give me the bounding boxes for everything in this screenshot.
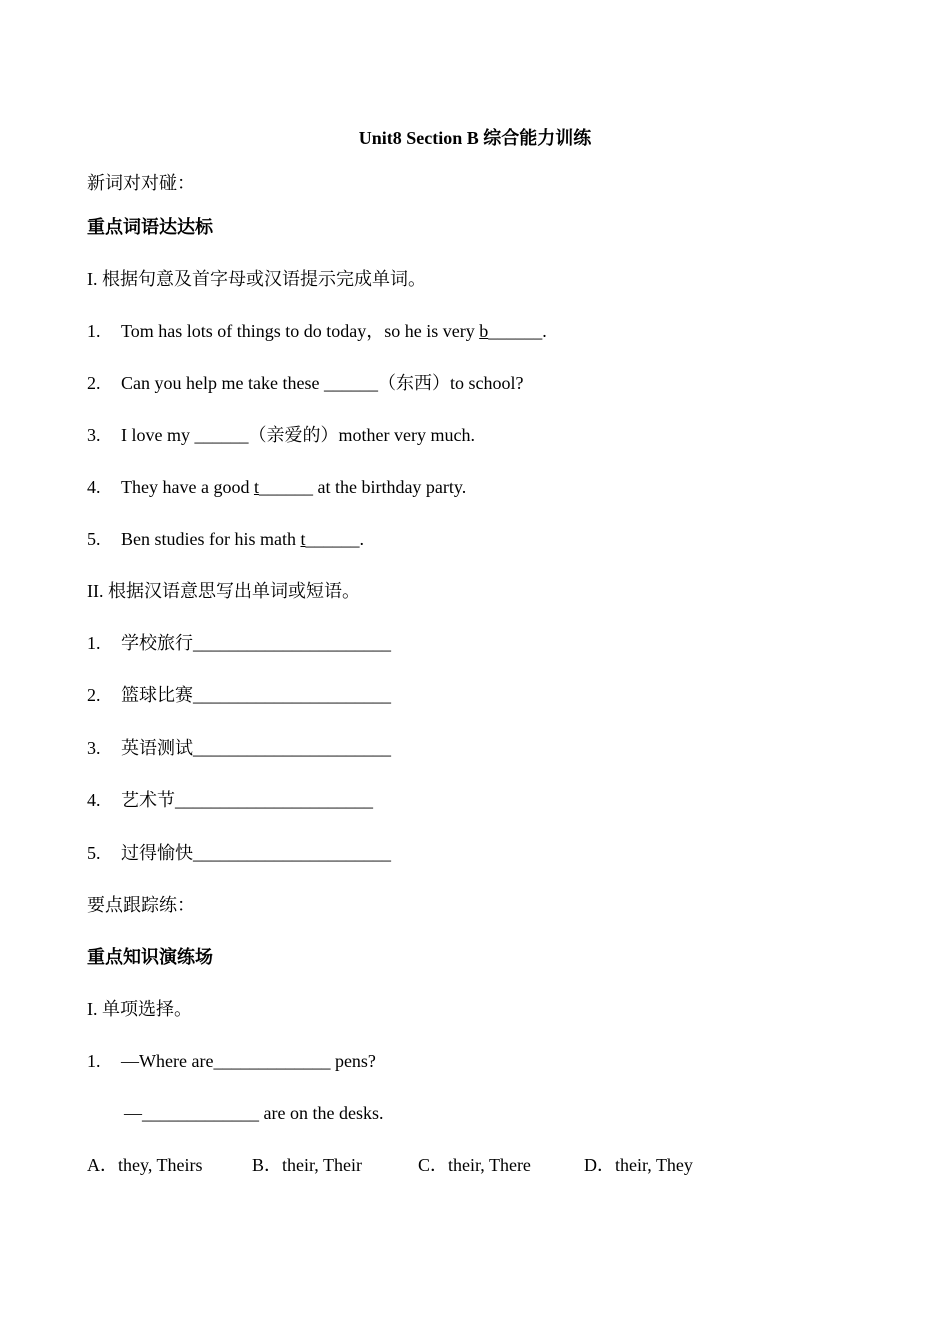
item-number: 2. [87,373,101,393]
item-number: 1. [87,633,101,653]
option-b [252,1153,362,1177]
item-text-after: at the birthday party. [312,477,467,497]
item-letter: t [253,477,259,497]
part2-item-5 [87,841,391,865]
item-text-after: . [542,321,547,341]
item-text: Tom has lots of things to do today，so he is very [121,321,480,341]
option-label: A． [87,1155,118,1175]
part1-item-1 [87,319,547,343]
question-1-line-1 [87,1049,376,1073]
item-number: 4. [87,477,101,497]
item-letter: t [300,529,306,549]
item-text: 英语测试 [121,738,193,758]
answer-blank: ______________________ [193,633,391,653]
part1-instruction: I. 根据句意及首字母或汉语提示完成单词。 [87,269,426,289]
question-text: —Where are [121,1051,214,1071]
part1-item-3 [87,423,475,447]
option-label: D． [584,1155,615,1175]
option-text: their, There [448,1155,531,1175]
item-text: 艺术节 [121,790,175,810]
option-text: their, They [615,1155,693,1175]
new-words-heading: 新词对对碰： [87,173,195,193]
option-label: C． [418,1155,449,1175]
option-label: B． [252,1155,283,1175]
option-a [87,1153,202,1177]
part1-item-5 [87,527,364,551]
answer-blank: ______ [194,425,249,445]
item-text: I love my [121,425,195,445]
part2-instruction: II. 根据汉语意思写出单词或短语。 [87,581,360,601]
answer-blank: ______ [323,373,378,393]
option-c [418,1153,531,1177]
part2-item-2 [87,683,391,707]
part2-item-3 [87,736,391,760]
item-text-after: （亲爱的）mother very much. [248,425,475,445]
question-number: 1. [87,1051,101,1071]
part3-instruction: I. 单项选择。 [87,999,192,1019]
answer-blank: ______________________ [175,790,373,810]
option-text: they, Theirs [118,1155,203,1175]
item-text-after: . [359,529,364,549]
item-number: 5. [87,529,101,549]
item-number: 1. [87,321,101,341]
item-number: 5. [87,843,101,863]
item-number: 2. [87,685,101,705]
knowledge-heading: 重点知识演练场 [87,947,213,967]
answer-blank: ______ [305,529,360,549]
vocab-heading: 重点词语达达标 [87,217,213,237]
page-title: Unit8 Section B 综合能力训练 [358,128,592,148]
item-text: Ben studies for his math [121,529,301,549]
item-text: Can you help me take these [121,373,324,393]
item-text: 篮球比赛 [121,685,193,705]
question-1-line-2 [124,1101,383,1125]
answer-blank: ______________________ [193,738,391,758]
item-text-after: （东西）to school? [377,373,524,393]
question-text-after: are on the desks. [259,1103,384,1123]
item-text: They have a good [121,477,254,497]
answer-blank: ______ [488,321,543,341]
answer-blank: _____________ [213,1051,331,1071]
part1-item-4 [87,475,466,499]
item-number: 3. [87,738,101,758]
item-number: 3. [87,425,101,445]
answer-blank: ______________________ [193,685,391,705]
answer-blank: _____________ [142,1103,259,1123]
option-d [584,1153,693,1177]
practice-heading: 要点跟踪练： [87,895,195,915]
item-text: 过得愉快 [121,843,193,863]
item-letter: b [479,321,489,341]
question-text-after: pens? [330,1051,376,1071]
part1-item-2 [87,371,523,395]
answer-blank: ______ [258,477,313,497]
answer-blank: ______________________ [193,843,391,863]
item-text: 学校旅行 [121,633,193,653]
part2-item-4 [87,788,373,812]
dialogue-dash: — [124,1103,142,1123]
option-text: their, Their [282,1155,362,1175]
item-number: 4. [87,790,101,810]
part2-item-1 [87,631,391,655]
